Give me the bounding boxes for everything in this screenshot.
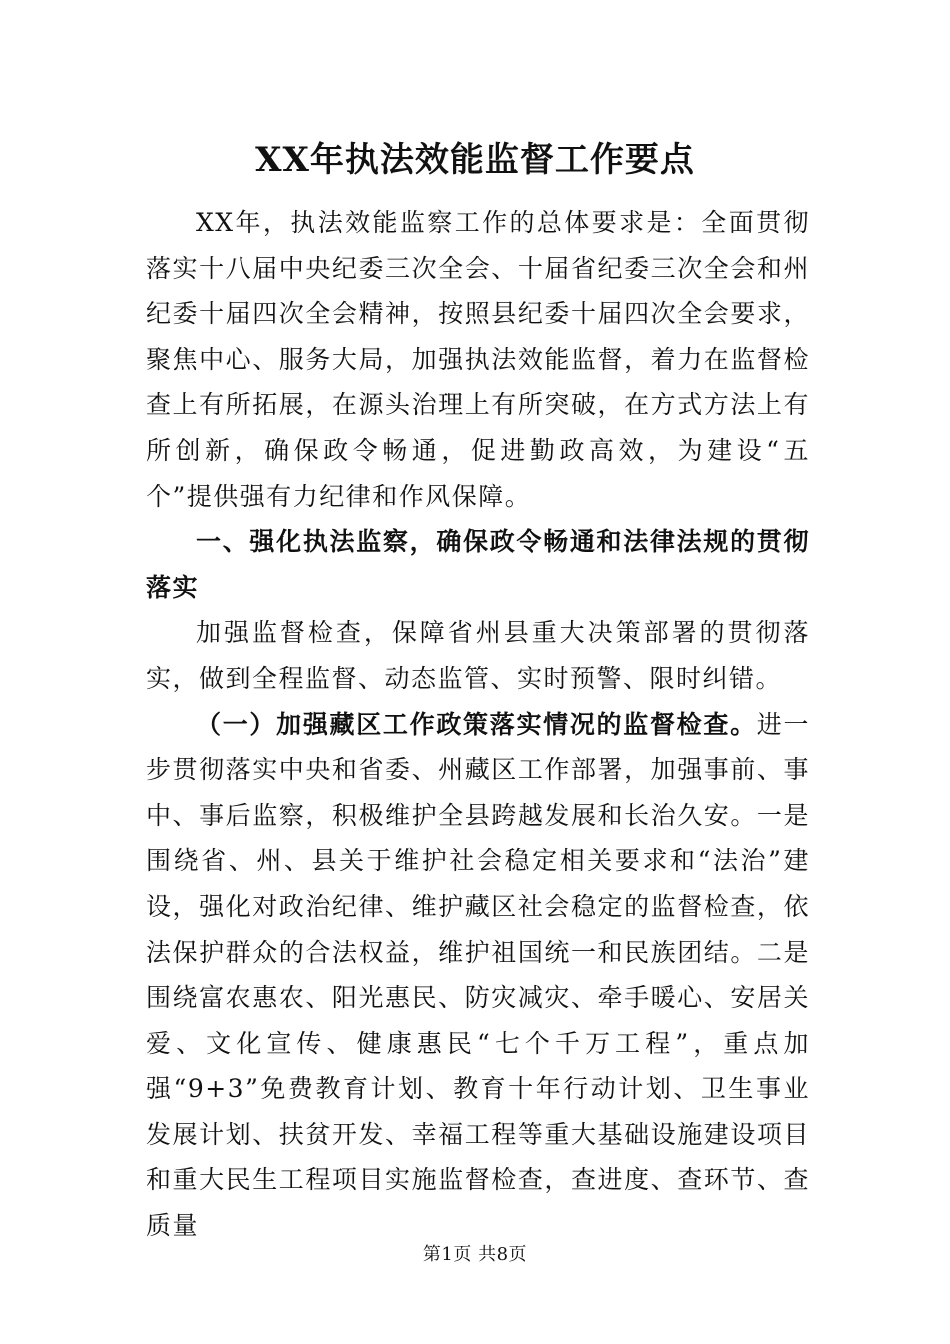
subsection-body: 进一步贯彻落实中央和省委、州藏区工作部署，加强事前、事中、事后监察，积极维护全县跨越发展和长治久安。一是围绕省、州、县关于维护社会稳定相关要求和“法治”建设，强化对政治纪律、维护藏区社会稳定的监督检查，依法保护群众的合法权益，维护祖国统一和民族团结。二是围绕富农惠农、阳光惠民、防灾减灾、牵手暖心、安居关爱、文化宣传、健康惠民“七个千万工程”，重点加强“9+3”免费教育计划、教育十年行动计划、卫生事业发展计划、扶贫开发、幸福工程等重大基础设施建设项目和重大民生工程项目实施监督检查，查进度、查环节、查质量 [146, 709, 810, 1241]
subsection-paragraph [146, 702, 810, 1249]
subsection-heading: （一）加强藏区工作政策落实情况的监督检查。 [196, 709, 757, 739]
section-paragraph: 加强监督检查，保障省州县重大决策部署的贯彻落实，做到全程监督、动态监管、实时预警、限时纠错。 [146, 618, 810, 693]
page-number-footer: 第1页 共8页 [422, 1244, 528, 1265]
document-body [146, 200, 810, 1249]
document-title: XX年执法效能监督工作要点 [255, 140, 695, 180]
intro-paragraph: XX年，执法效能监察工作的总体要求是：全面贯彻落实十八届中央纪委三次全会、十届省纪委三次全会和州纪委十届四次全会精神，按照县纪委十届四次全会要求，聚焦中心、服务大局，加强执法效能监督，着力在监督检查上有所拓展，在源头治理上有所突破，在方式方法上有所创新，确保政令畅通，促进勤政高效，为建设“五个”提供强有力纪律和作风保障。 [146, 208, 810, 511]
section-heading-1: 一、强化执法监察，确保政令畅通和法律法规的贯彻落实 [146, 527, 810, 602]
